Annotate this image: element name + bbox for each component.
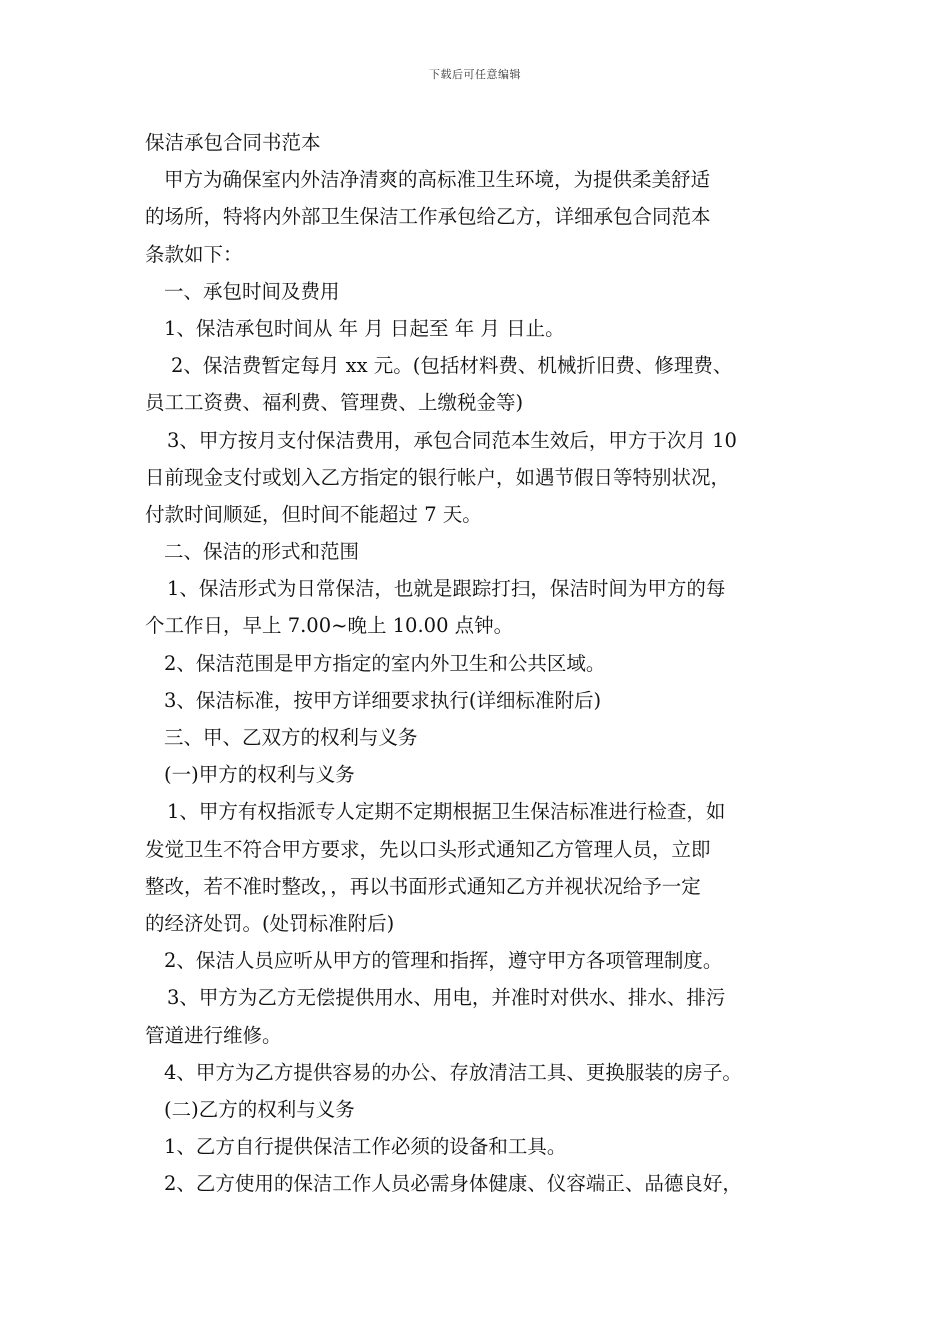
document-line: 2、保洁人员应听从甲方的管理和指挥，遵守甲方各项管理制度。 [164, 949, 723, 973]
document-line: 甲方为确保室内外洁净清爽的高标准卫生环境，为提供柔美舒适 [164, 168, 711, 192]
document-line: 员工工资费、福利费、管理费、上缴税金等) [145, 391, 524, 415]
document-line: 日前现金支付或划入乙方指定的银行帐户，如遇节假日等特别状况， [145, 465, 731, 489]
document-line: 1、甲方有权指派专人定期不定期根据卫生保洁标准进行检查，如 [167, 800, 726, 824]
page-header-note: 下载后可任意编辑 [429, 68, 521, 81]
document-line: 二、保洁的形式和范围 [164, 540, 360, 564]
document-line: 2、乙方使用的保洁工作人员必需身体健康、仪容端正、品德良好， [164, 1172, 742, 1196]
document-line: 的场所，特将内外部卫生保洁工作承包给乙方，详细承包合同范本 [145, 205, 711, 229]
document-body [145, 124, 825, 1202]
document-line: (二)乙方的权利与义务 [164, 1097, 355, 1121]
document-title: 保洁承包合同书范本 [145, 131, 321, 154]
document-line: 3、甲方为乙方无偿提供用水、用电，并准时对供水、排水、排污 [167, 986, 726, 1010]
document-line: 3、甲方按月支付保洁费用，承包合同范本生效后，甲方于次月 10 [167, 428, 737, 452]
document-line: 条款如下： [145, 242, 243, 266]
document-line: 付款时间顺延，但时间不能超过 7 天。 [145, 502, 482, 526]
document-line: 2、保洁范围是甲方指定的室内外卫生和公共区域。 [164, 651, 606, 675]
document-line: 2、保洁费暂定每月 xx 元。(包括材料费、机械折旧费、修理费、 [171, 354, 733, 378]
document-line: 三、甲、乙双方的权利与义务 [164, 726, 418, 749]
document-line: 3、保洁标准，按甲方详细要求执行(详细标准附后) [164, 688, 602, 712]
document-line: 4、甲方为乙方提供容易的办公、存放清洁工具、更换服装的房子。 [164, 1060, 742, 1084]
document-line: 发觉卫生不符合甲方要求，先以口头形式通知乙方管理人员，立即 [145, 837, 711, 861]
document-line: 1、保洁形式为日常保洁，也就是跟踪打扫，保洁时间为甲方的每 [167, 577, 726, 601]
document-line: 1、乙方自行提供保洁工作必须的设备和工具。 [164, 1135, 567, 1159]
document-line: 整改，若不准时整改，，再以书面形式通知乙方并视状况给予一定 [145, 874, 701, 898]
document-line: 1、保洁承包时间从 年 月 日起至 年 月 日止。 [164, 316, 565, 340]
document-line: 个工作日，早上 7.00~晚上 10.00 点钟。 [145, 614, 514, 638]
document-line: 的经济处罚。(处罚标准附后) [145, 911, 395, 935]
document-line: (一)甲方的权利与义务 [164, 763, 355, 787]
document-line: 管道进行维修。 [145, 1023, 282, 1047]
document-line: 一、承包时间及费用 [164, 279, 340, 303]
